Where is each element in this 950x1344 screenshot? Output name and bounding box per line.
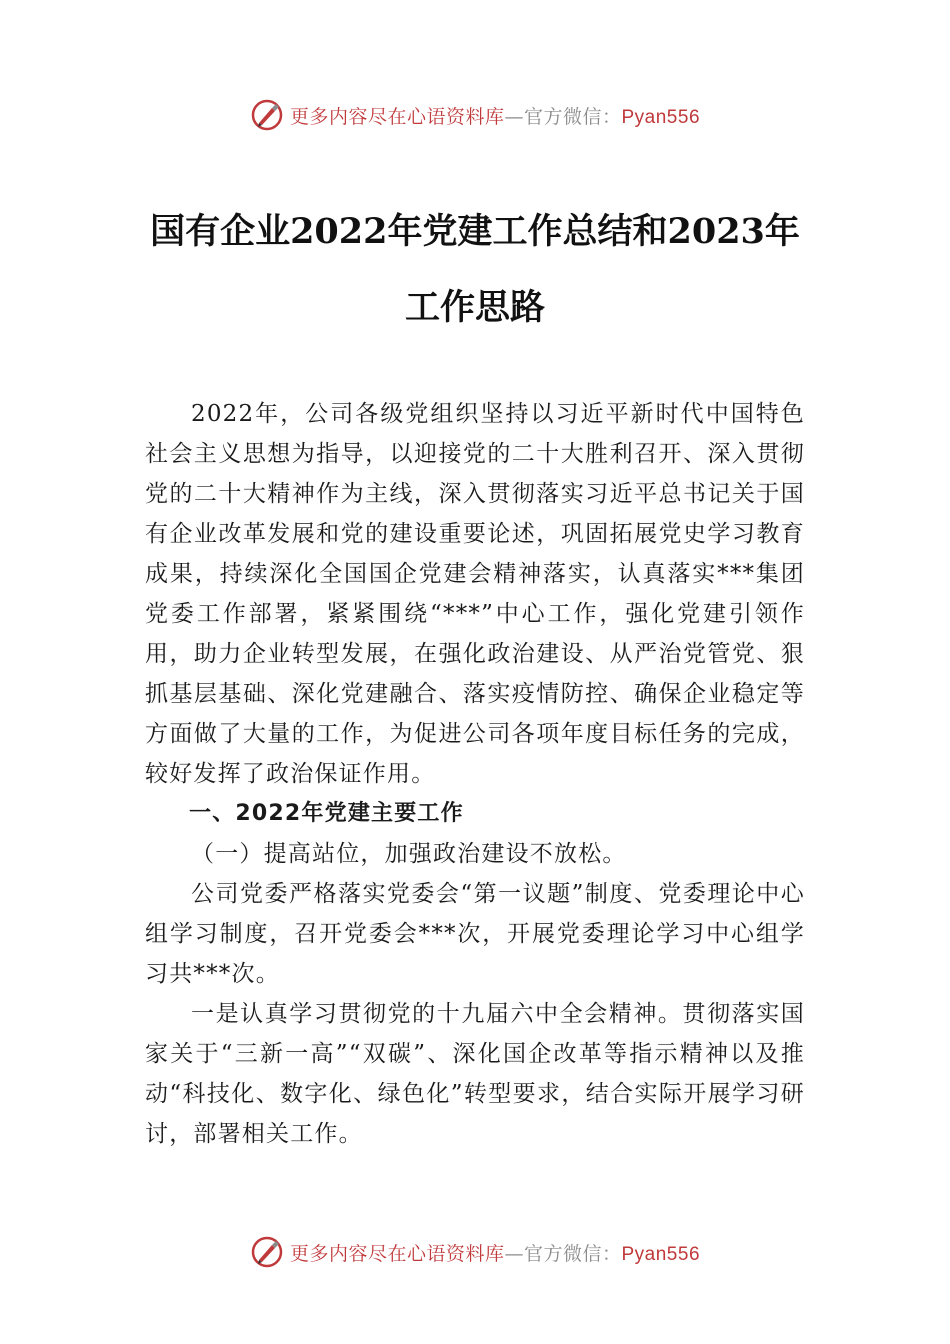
body-paragraph: 2022年，公司各级党组织坚持以习近平新时代中国特色社会主义思想为指导，以迎接党的二十大胜利召开、深入贯彻党的二十大精神作为主线，深入贯彻落实习近平总书记关于国有企业改革发展和党的建设重要论述，巩固拓展党史学习教育成果，持续深化全国国企党建会精神落实，认真落实***集团党委工作部署，紧紧围绕“***”中心工作，强化党建引领作用，助力企业转型发展，在强化政治建设、从严治党管党、狠抓基层基础、深化党建融合、落实疫情防控、确保企业稳定等方面做了大量的工作，为促进公司各项年度目标任务的完成，较好发挥了政治保证作用。 bbox=[145, 401, 805, 787]
body-paragraph: 一是认真学习贯彻党的十九届六中全会精神。贯彻落实国家关于“三新一高”“双碳”、深化国企改革等指示精神以及推动“科技化、数字化、绿色化”转型要求，结合实际开展学习研讨，部署相关工作。 bbox=[145, 1001, 805, 1147]
body-paragraph: 公司党委严格落实党委会“第一议题”制度、党委理论中心组学习制度，召开党委会***次，开展党委理论学习中心组学习共***次。 bbox=[145, 881, 805, 987]
document-title-line-1: 国有企业2022年党建工作总结和2023年 bbox=[150, 211, 800, 252]
watermark-content bbox=[250, 98, 700, 132]
subsection-heading: （一）提高站位，加强政治建设不放松。 bbox=[191, 841, 627, 867]
section-heading: 一、2022年党建主要工作 bbox=[189, 801, 464, 826]
watermark-banner-top bbox=[0, 95, 950, 135]
watermark-banner-bottom bbox=[0, 1232, 950, 1272]
watermark-text: 更多内容尽在心语资料库—官方微信：Pyan556 bbox=[289, 1242, 701, 1265]
pen-logo-icon bbox=[250, 1235, 284, 1269]
watermark-text: 更多内容尽在心语资料库—官方微信：Pyan556 bbox=[289, 105, 701, 128]
pen-logo-icon bbox=[250, 98, 284, 132]
watermark-content bbox=[250, 1235, 700, 1269]
document-body bbox=[145, 394, 805, 1154]
document-title-line-2: 工作思路 bbox=[404, 287, 545, 328]
